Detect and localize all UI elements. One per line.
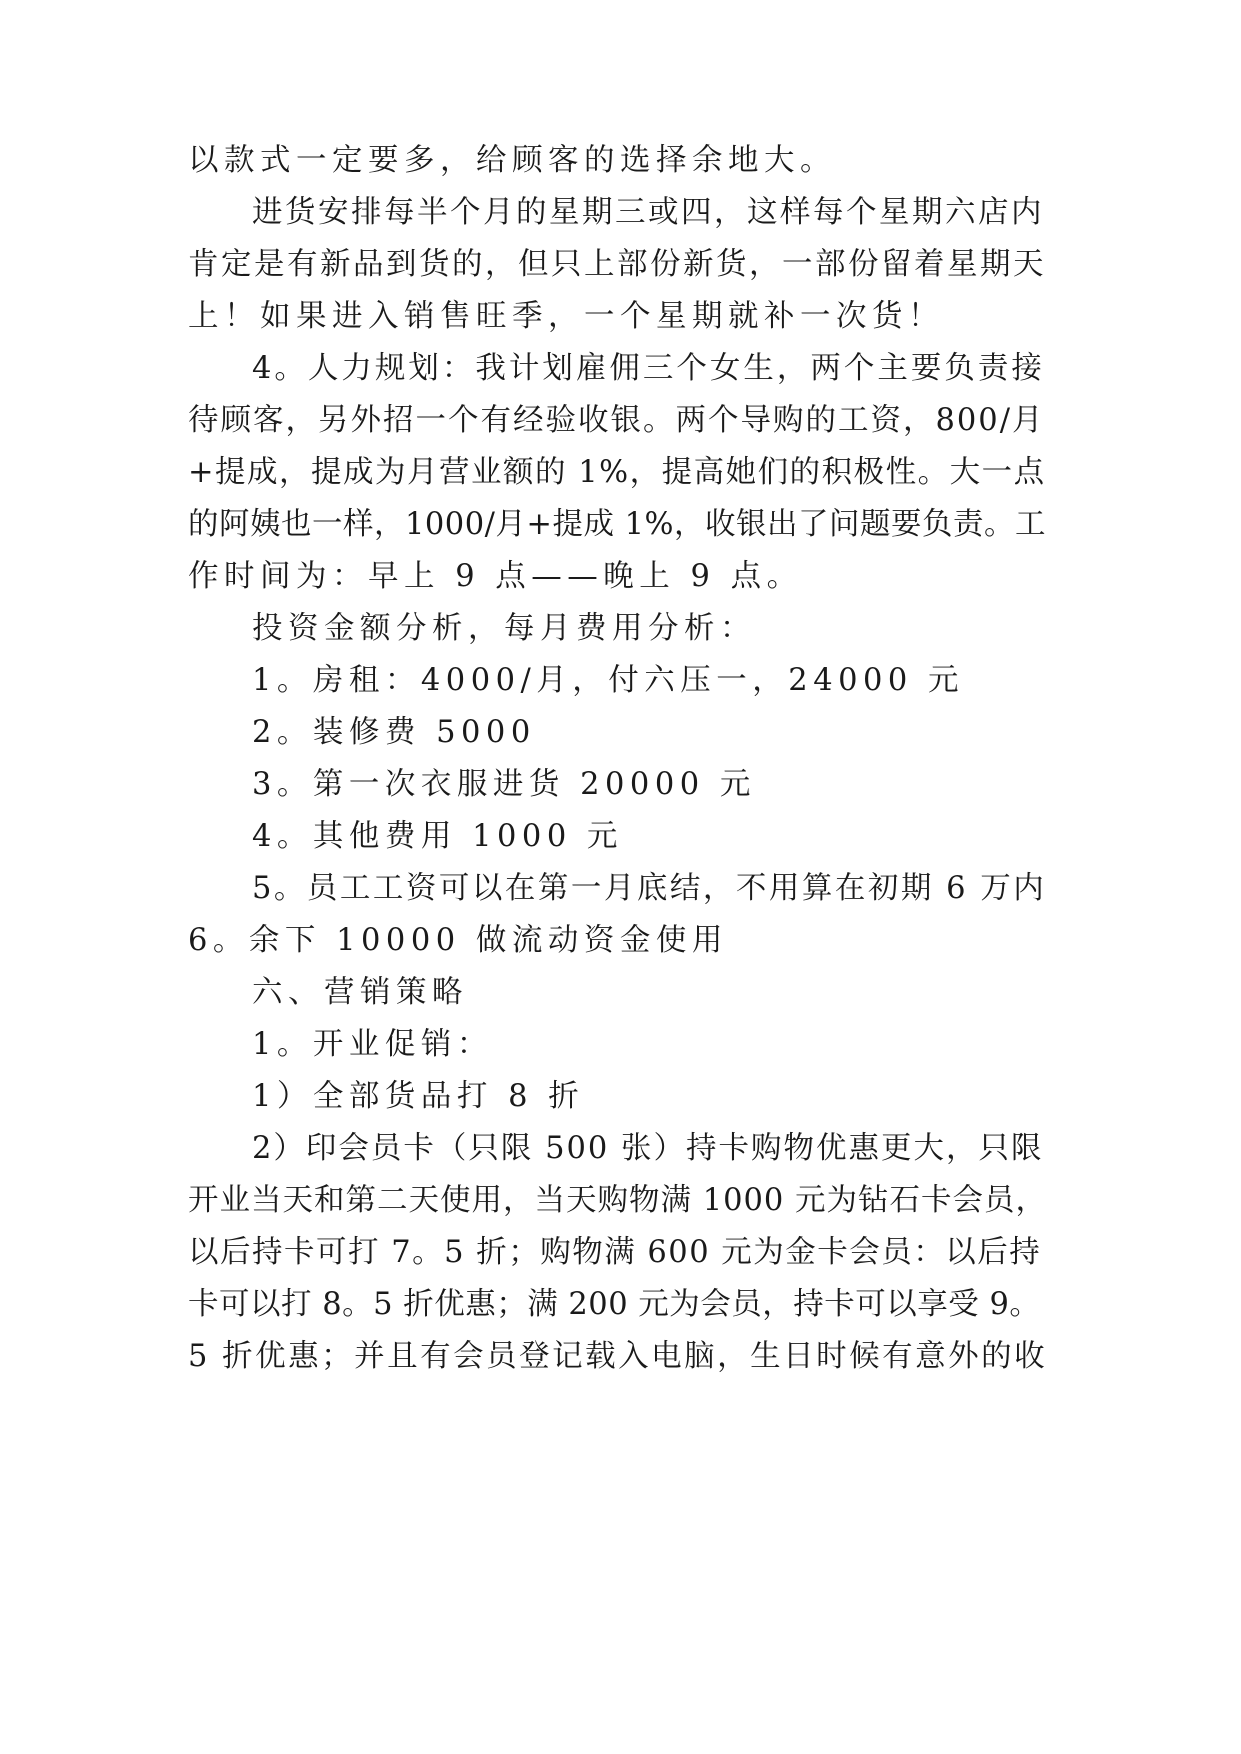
paragraph-line: 1）全部货品打 8 折: [252, 1079, 585, 1114]
paragraph-line: 作时间为：早上 9 点——晚上 9 点。: [188, 559, 803, 594]
paragraph-line: 1。开业促销：: [252, 1027, 493, 1062]
paragraph-line: 待顾客，另外招一个有经验收银。两个导购的工资，800/月: [188, 403, 1045, 438]
paragraph-line: 4。人力规划：我计划雇佣三个女生，两个主要负责接: [252, 351, 1045, 386]
paragraph-line: 1。房租：4000/月，付六压一，24000 元: [252, 663, 965, 698]
paragraph-line: 以后持卡可打 7。5 折；购物满 600 元为金卡会员：以后持: [188, 1235, 1042, 1270]
paragraph-line: 以款式一定要多，给顾客的选择余地大。: [188, 143, 836, 178]
paragraph-line: +提成，提成为月营业额的 1%，提高她们的积极性。大一点: [188, 455, 1046, 490]
paragraph-line: 6。余下 10000 做流动资金使用: [188, 923, 728, 958]
paragraph-line: 2）印会员卡（只限 500 张）持卡购物优惠更大，只限: [252, 1131, 1044, 1166]
paragraph-line: 肯定是有新品到货的，但只上部份新货，一部份留着星期天: [188, 247, 1046, 282]
paragraph-line: 5。员工工资可以在第一月底结，不用算在初期 6 万内: [252, 871, 1047, 906]
paragraph-line: 卡可以打 8。5 折优惠；满 200 元为会员，持卡可以享受 9。: [188, 1287, 1041, 1322]
paragraph-line: 5 折优惠；并且有会员登记载入电脑，生日时候有意外的收: [188, 1339, 1048, 1374]
paragraph-line: 3。第一次衣服进货 20000 元: [252, 767, 756, 802]
paragraph-line: 上！如果进入销售旺季，一个星期就补一次货！: [188, 299, 944, 334]
paragraph-line: 4。其他费用 1000 元: [252, 819, 623, 854]
paragraph-line: 进货安排每半个月的星期三或四，这样每个星期六店内: [252, 195, 1044, 230]
paragraph-line: 2。装修费 5000: [252, 715, 536, 750]
paragraph-line: 六、营销策略: [252, 975, 468, 1010]
paragraph-line: 的阿姨也一样，1000/月+提成 1%，收银出了问题要负责。工: [188, 507, 1047, 542]
paragraph-line: 投资金额分析，每月费用分析：: [252, 611, 756, 646]
paragraph-line: 开业当天和第二天使用，当天购物满 1000 元为钻石卡会员，: [188, 1183, 1048, 1218]
